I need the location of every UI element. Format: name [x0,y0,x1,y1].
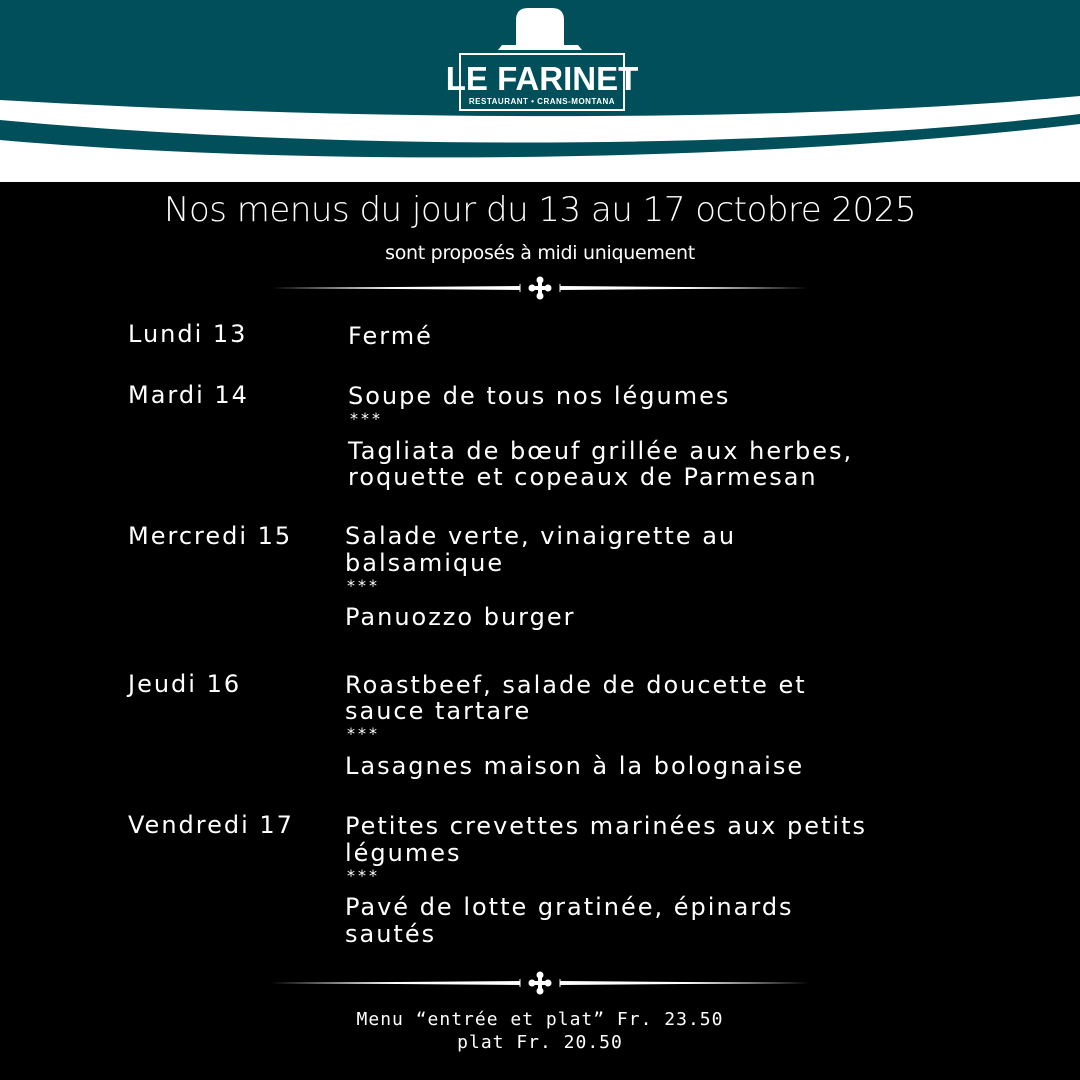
day-label-mardi: Mardi 14 [128,381,249,409]
main-jeudi: Lasagnes maison à la bolognaise [345,752,805,780]
day-label-jeudi: Jeudi 16 [128,670,242,698]
ornament-divider-bottom [270,971,810,995]
separator: *** [347,724,380,743]
main-mardi-line2: roquette et copeaux de Parmesan [348,463,818,491]
page-subtitle: sont proposés à midi uniquement [385,242,695,264]
starter-mercredi-line1: Salade verte, vinaigrette au [345,522,737,550]
day-label-vendredi: Vendredi 17 [128,811,294,839]
day-label-lundi: Lundi 13 [128,320,248,348]
price-menu: Menu “entrée et plat” Fr. 23.50 [356,1009,724,1030]
main-mercredi: Panuozzo burger [345,603,576,631]
starter-mardi: Soupe de tous nos légumes [348,382,731,410]
separator: *** [347,576,380,595]
fleur-cross-icon [529,277,552,300]
separator: *** [347,866,380,885]
starter-vendredi-line2: légumes [345,839,462,867]
header-banner [0,0,1080,182]
logo-name: LE FARINET [445,60,639,97]
starter-vendredi-line1: Petites crevettes marinées aux petits [345,812,867,840]
main-vendredi-line2: sautés [345,920,437,948]
starter-jeudi-line2: sauce tartare [345,697,532,725]
main-mardi-line1: Tagliata de bœuf grillée aux herbes, [348,437,854,465]
header-wave [0,0,1080,182]
starter-jeudi-line1: Roastbeef, salade de doucette et [345,671,807,699]
fleur-cross-icon [529,972,552,995]
price-plat: plat Fr. 20.50 [457,1032,623,1053]
logo-tagline: RESTAURANT • CRANS-MONTANA [468,97,616,106]
dish-lundi: Fermé [348,322,433,350]
page-title: Nos menus du jour du 13 au 17 octobre 2025 [164,190,916,230]
ornament-divider-top [270,276,810,300]
day-label-mercredi: Mercredi 15 [128,522,293,550]
starter-mercredi-line2: balsamique [345,549,505,577]
main-vendredi-line1: Pavé de lotte gratinée, épinards [345,893,794,921]
separator: *** [350,409,383,428]
